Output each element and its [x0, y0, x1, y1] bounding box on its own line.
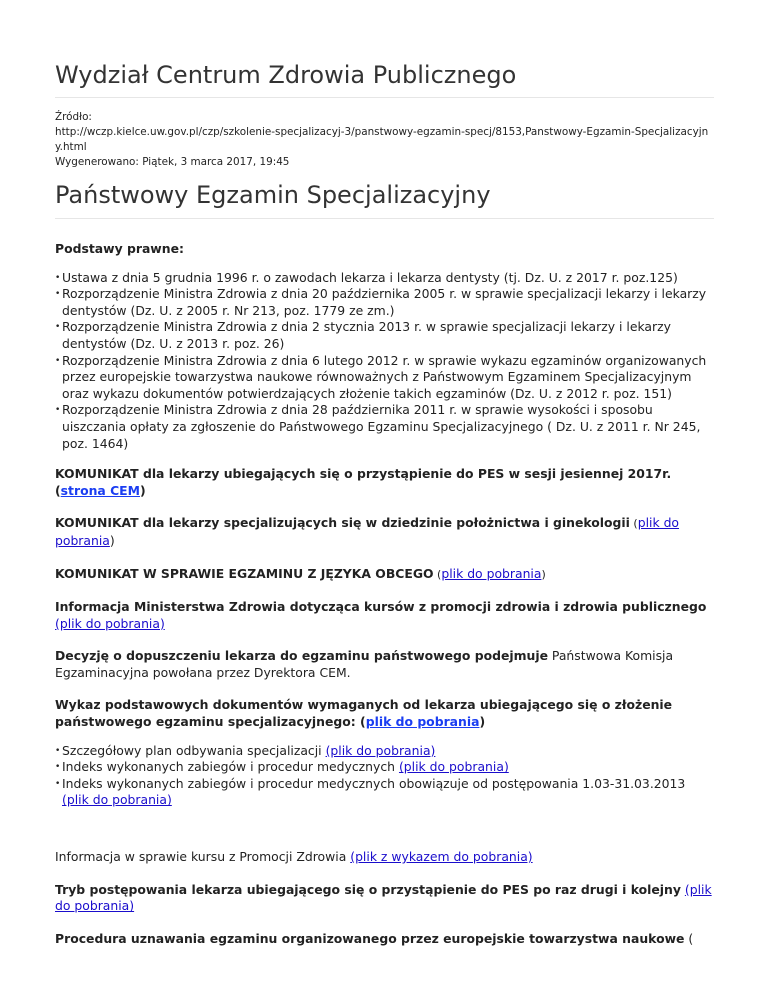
decyzja-bold: Decyzję o dopuszczeniu lekarza do egzaminu państwowego podejmuje: [55, 648, 548, 664]
plan-specjalizacji-link[interactable]: (plik do pobrania): [325, 742, 436, 758]
ministerstwo-link[interactable]: (plik do pobrania): [55, 615, 165, 631]
kurs-link[interactable]: (plik z wykazem do pobrania): [350, 849, 533, 865]
wykaz-heading: Wykaz podstawowych dokumentów wymaganych od lekarza ubiegającego się o złożenie państwowego egzaminu specjalizacyjnego: (plik do pobrania): [55, 697, 673, 730]
spacer: [55, 823, 714, 849]
list-item: • Rozporządzenie Ministra Zdrowia z dnia 20 października 2005 r. w sprawie specjalizacji lekarzy i lekarzy dentystów (Dz. U. z 2005 r. Nr 213, poz. 1779 ze zm.): [62, 286, 714, 319]
legal-list: [55, 270, 714, 453]
kurs-info: [55, 849, 714, 866]
list-item: • Rozporządzenie Ministra Zdrowia z dnia 6 lutego 2012 r. w sprawie wykazu egzaminów organizowanych przez europejskie towarzystwa naukowe równoważnych z Państwowym Egzaminem Specjalizacyjnym oraz wykazu dokumentów potwierdzających złożenie takich egzaminów (Dz. U. z 2012 r. poz. 151): [62, 353, 714, 403]
procedura-text: Procedura uznawania egzaminu organizowanego przez europejskie towarzystwa naukowe: [55, 930, 685, 946]
komunikat-jesien: KOMUNIKAT dla lekarzy ubiegających się o przystąpienie do PES w sesji jesiennej 2017r.(strona CEM): [55, 466, 672, 498]
list-item: • Szczegółowy plan odbywania specjalizacji (plik do pobrania): [62, 743, 714, 760]
source-url: http://wczp.kielce.uw.gov.pl/czp/szkolenie-specjalizacyj-3/panstwowy-egzamin-specj/8153,Panstwowy-Egzamin-Specjalizacyjny.html: [55, 126, 709, 153]
list-item: • Rozporządzenie Ministra Zdrowia z dnia 28 października 2011 r. w sprawie wysokości i sposobu uiszczania opłaty za zgłoszenie do Państwowego Egzaminu Specjalizacyjnego ( Dz. U. z 2011 r. Nr 245, poz. 1464): [62, 402, 714, 452]
list-item: • Rozporządzenie Ministra Zdrowia z dnia 2 stycznia 2013 r. w sprawie specjalizacji lekarzy i lekarzy dentystów (Dz. U. z 2013 r. poz. 26): [62, 319, 714, 352]
list-item: • Indeks wykonanych zabiegów i procedur medycznych (plik do pobrania): [62, 759, 714, 776]
kurs-text: Informacja w sprawie kursu z Promocji Zdrowia: [55, 849, 351, 865]
indeks-zabiegow-2013-link[interactable]: (plik do pobrania): [62, 792, 172, 808]
generated-date: Wygenerowano: Piątek, 3 marca 2017, 19:45: [55, 156, 290, 168]
komunikat-ginekologia: KOMUNIKAT dla lekarzy specjalizujących się w dziedzinie położnictwa i ginekologii (plik do pobrania): [55, 515, 680, 548]
tryb-text: Tryb postępowania lekarza ubiegającego się o przystąpienie do PES po raz drugi i kolejny: [55, 881, 681, 897]
source-meta: [55, 110, 714, 170]
indeks-zabiegow-link[interactable]: (plik do pobrania): [398, 759, 509, 775]
wykaz-list: [55, 743, 714, 809]
komunikat-ginekologia-link[interactable]: plik do pobrania: [55, 515, 680, 548]
komunikat-ginekologia-text: KOMUNIKAT dla lekarzy specjalizujących się w dziedzinie położnictwa i ginekologii: [55, 515, 630, 531]
strona-cem-link[interactable]: strona CEM: [60, 482, 140, 498]
site-title: Wydział Centrum Zdrowia Publicznego: [55, 61, 517, 89]
decyzja-rest: Państwowa Komisja Egzaminacyjna powołana przez Dyrektora CEM.: [55, 648, 674, 680]
tryb-info: [55, 882, 714, 915]
komunikat-jezyk: KOMUNIKAT W SPRAWIE EGZAMINU Z JĘZYKA OBCEGO (plik do pobrania): [55, 565, 546, 581]
title-divider: [55, 97, 714, 98]
tryb-link[interactable]: (plik do pobrania): [55, 881, 712, 914]
procedura-info: Procedura uznawania egzaminu organizowanego przez europejskie towarzystwa naukowe (: [55, 930, 694, 946]
list-item: • Indeks wykonanych zabiegów i procedur medycznych obowiązuje od postępowania 1.03-31.03.2013 (plik do pobrania): [62, 776, 714, 809]
ministerstwo-info: [55, 599, 714, 632]
ministerstwo-text: Informacja Ministerstwa Zdrowia dotycząca kursów z promocji zdrowia i zdrowia publicznego: [55, 599, 707, 615]
page-title-divider: [55, 218, 714, 219]
source-label: Źródło:: [55, 111, 92, 123]
legal-heading: Podstawy prawne:: [55, 241, 184, 256]
page-title: Państwowy Egzamin Specjalizacyjny: [55, 181, 491, 209]
komunikat-jesien-text: KOMUNIKAT dla lekarzy ubiegających się o przystąpienie do PES w sesji jesiennej 2017r.(: [55, 466, 672, 498]
wykaz-text: Wykaz podstawowych dokumentów wymaganych od lekarza ubiegającego się o złożenie państwowego egzaminu specjalizacyjnego: (: [55, 697, 673, 730]
wykaz-link[interactable]: plik do pobrania: [365, 714, 480, 730]
decyzja-info: [55, 648, 714, 681]
list-item: • Ustawa z dnia 5 grudnia 1996 r. o zawodach lekarza i lekarza dentysty (tj. Dz. U. z 2017 r. poz.125): [62, 270, 714, 287]
komunikat-jezyk-link[interactable]: plik do pobrania: [441, 565, 542, 581]
komunikat-jezyk-text: KOMUNIKAT W SPRAWIE EGZAMINU Z JĘZYKA OBCEGO: [55, 565, 434, 581]
